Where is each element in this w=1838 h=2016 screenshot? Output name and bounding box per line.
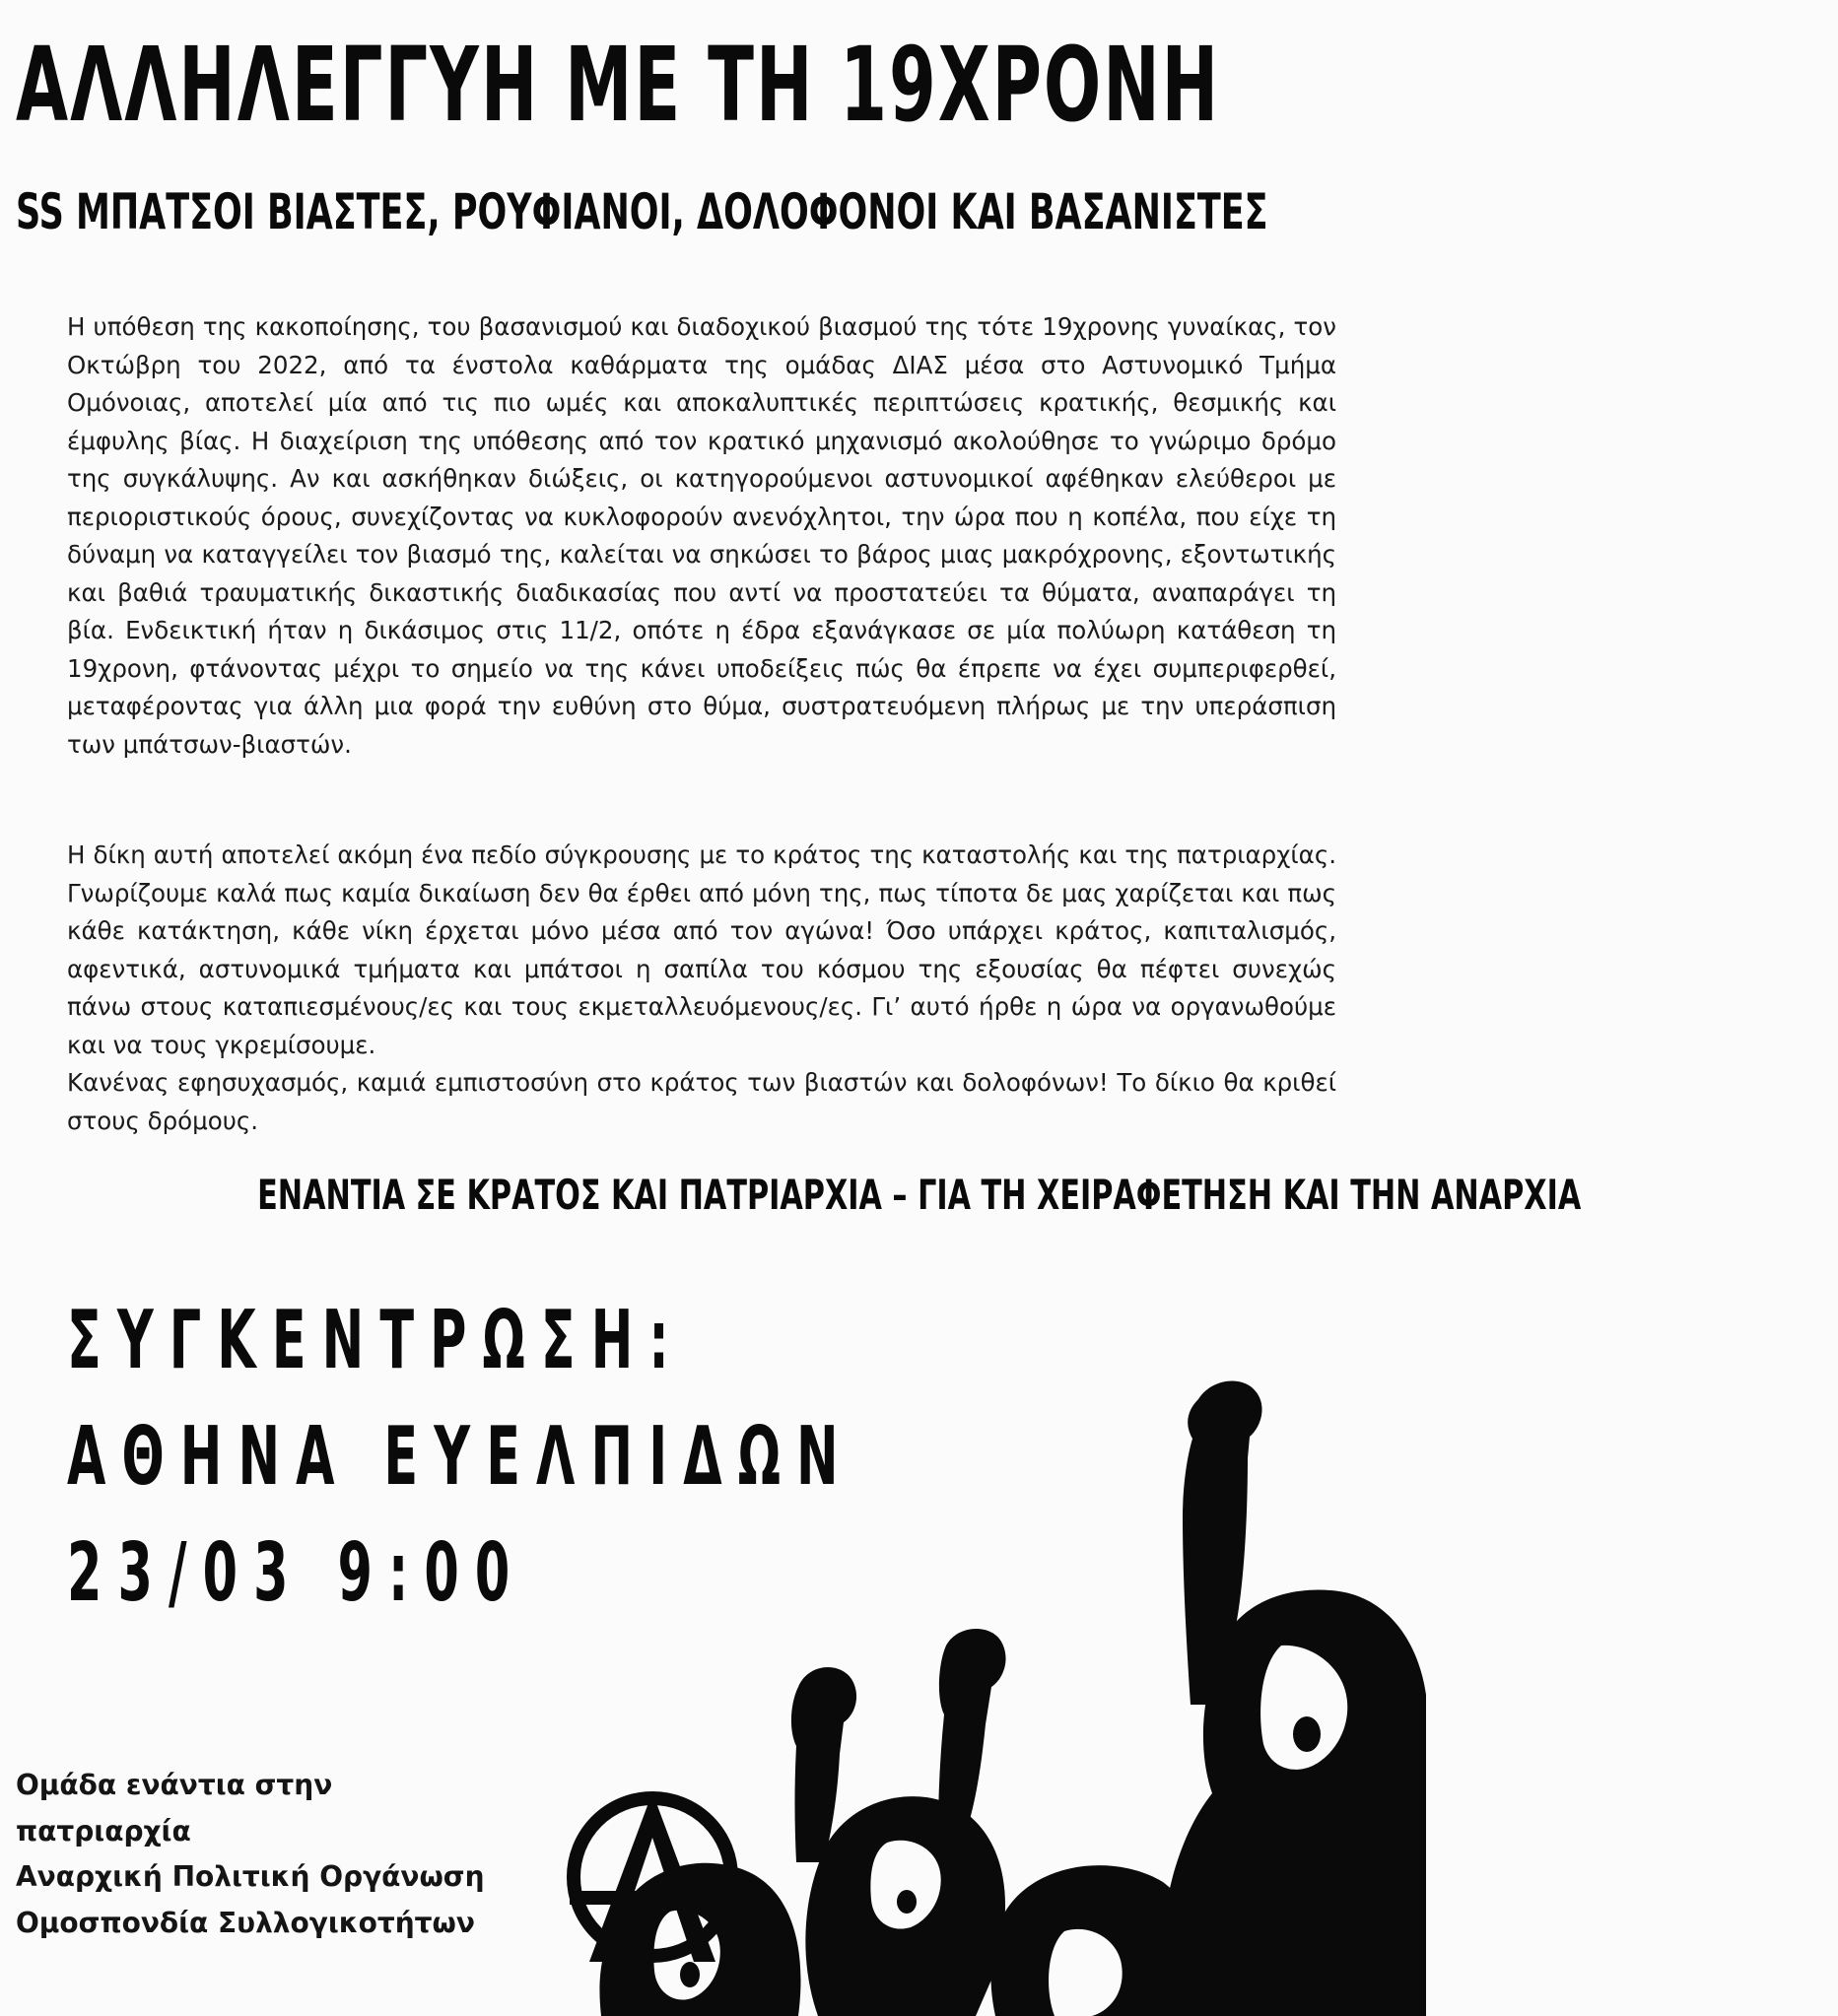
organizer-line-2: πατριαρχία — [16, 1815, 191, 1848]
slogan — [0, 1171, 1582, 1219]
event-location: ΑΘΗΝΑ ΕΥΕΛΠΙΔΩΝ — [67, 1410, 854, 1504]
organizer-line-1: Ομάδα ενάντια στην — [16, 1769, 333, 1801]
poster-title: ΑΛΛΗΛΕΓΓΥΗ ΜΕ ΤΗ 19ΧΡΟΝΗ — [16, 25, 1221, 145]
organizer-line-4: Ομοσπονδία Συλλογικοτήτων — [16, 1907, 475, 1939]
event-label: ΣΥΓΚΕΝΤΡΩΣΗ: — [67, 1294, 685, 1387]
anarchy-circle-a-icon — [564, 1788, 741, 1966]
body-paragraph-2 — [67, 837, 1336, 1140]
event-datetime: 23/03 9:00 — [67, 1526, 526, 1620]
slogan-text: ΕΝΑΝΤΙΑ ΣΕ ΚΡΑΤΟΣ ΚΑΙ ΠΑΤΡΙΑΡΧΙΑ – ΓΙΑ ΤΗ ΧΕΙΡΑΦΕΤΗΣΗ ΚΑΙ ΤΗΝ ΑΝΑΡΧΙΑ — [257, 1171, 1582, 1219]
poster-subtitle: SS ΜΠΑΤΣΟΙ ΒΙΑΣΤΕΣ, ΡΟΥΦΙΑΝΟΙ, ΔΟΛΟΦΟΝΟΙ ΚΑΙ ΒΑΣΑΝΙΣΤΕΣ — [16, 183, 1268, 240]
body-paragraph-2-main: Η δίκη αυτή αποτελεί ακόμη ένα πεδίο σύγκρουσης με το κράτος της καταστολής και της πατριαρχίας. Γνωρίζουμε καλά πως καμία δικαίωση δεν θα έρθει από μόνη της, πως τίποτα δε μας χαρίζεται και πως κάθε κατάκτηση, κάθε νίκη έρχεται μόνο μέσα από τον αγώνα! Όσο υπάρχει κράτος, καπιταλισμός, αφεντικά, αστυνομικά τμήματα και μπάτσοι η σαπίλα του κόσμου της εξουσίας θα πέφτει συνεχώς πάνω στους καταπιεσμένους/ες και τους εκμεταλλευόμενους/ες. Γι’ αυτό ήρθε η ώρα να οργανωθούμε και να τους γκρεμίσουμε. — [67, 840, 1336, 1059]
body-paragraph-1: Η υπόθεση της κακοποίησης, του βασανισμού και διαδοχικού βιασμού της τότε 19χρονης γυναίκας, τον Οκτώβρη του 2022, από τα ένστολα καθάρματα της ομάδας ΔΙΑΣ μέσα στο Αστυνομικό Τμήμα Ομόνοιας, αποτελεί μία από τις πιο ωμές και αποκαλυπτικές περιπτώσεις κρατικής, θεσμικής και έμφυλης βίας. Η διαχείριση της υπόθεσης από τον κρατικό μηχανισμό ακολούθησε το γνώριμο δρόμο της συγκάλυψης. Αν και ασκήθηκαν διώξεις, οι κατηγορούμενοι αστυνομικοί αφέθηκαν ελεύθεροι με περιοριστικούς όρους, συνεχίζοντας να κυκλοφορούν ανενόχλητοι, την ώρα που η κοπέλα, που είχε τη δύναμη να καταγγείλει τον βιασμό της, καλείται να σηκώσει το βάρος μιας μακρόχρονης, εξοντωτικής και βαθιά τραυματικής δικαστικής διαδικασίας που αντί να προστατεύει τα θύματα, αναπαράγει τη βία. Ενδεικτική ήταν η δικάσιμος στις 11/2, οπότε η έδρα εξανάγκασε σε μία πολύωρη κατάθεση τη 19χρονη, φτάνοντας μέχρι το σημείο να της κάνει υποδείξεις πώς θα έπρεπε να έχει συμπεριφερθεί, μεταφέροντας για άλλη μια φορά την ευθύνη στο θύμα, συστρατευόμενη πλήρως με την υπεράσπιση των μπάτσων-βιαστών. — [67, 312, 1336, 759]
body-paragraph-2-closing: Κανένας εφησυχασμός, καμιά εμπιστοσύνη στο κράτος των βιαστών και δολοφόνων! Το δίκιο θα κριθεί στους δρόμους. — [67, 1068, 1336, 1135]
organizer-line-3: Αναρχική Πολιτική Οργάνωση — [16, 1860, 485, 1893]
